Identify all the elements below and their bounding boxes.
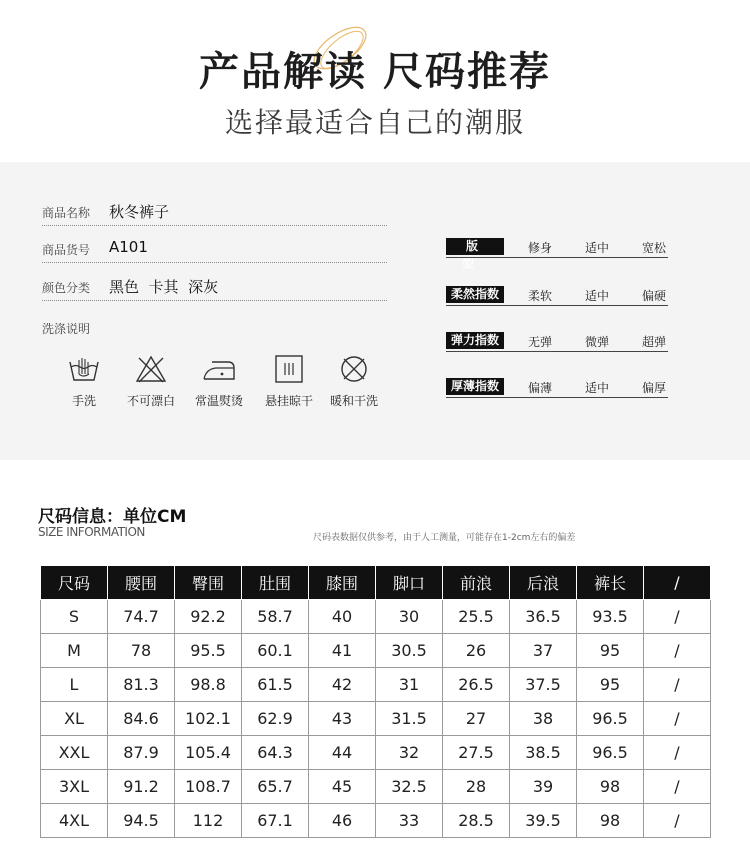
table-row	[41, 702, 711, 736]
table-cell: 41	[309, 634, 376, 668]
divider	[42, 300, 387, 301]
scale-option-selected: 适中	[585, 289, 610, 303]
table-row	[41, 600, 711, 634]
iron-icon	[200, 354, 238, 384]
table-cell: 39.5	[510, 804, 577, 838]
scale-softness	[446, 285, 668, 307]
table-cell: 96.5	[577, 702, 644, 736]
table-cell: 4XL	[41, 804, 108, 838]
table-cell: 28.5	[443, 804, 510, 838]
table-cell: 74.7	[108, 600, 175, 634]
scale-option: 偏硬	[642, 289, 667, 303]
gentle-dry-clean-icon	[337, 354, 371, 384]
divider	[446, 351, 668, 352]
table-cell: /	[644, 634, 711, 668]
table-cell: 43	[309, 702, 376, 736]
header-size: 尺码	[41, 566, 108, 600]
product-color-label: 颜色分类	[42, 281, 91, 295]
table-cell: 61.5	[242, 668, 309, 702]
care-item-dry-clean	[322, 354, 386, 409]
table-cell: 105.4	[175, 736, 242, 770]
care-label: 悬挂晾干	[264, 394, 313, 408]
wash-label: 洗涤说明	[42, 322, 91, 336]
care-item-no-bleach	[119, 354, 183, 409]
table-cell: 26	[443, 634, 510, 668]
table-cell: 42	[309, 668, 376, 702]
scale-thickness	[446, 377, 668, 399]
scale-option-selected: 适中	[585, 381, 610, 395]
table-cell: 91.2	[108, 770, 175, 804]
table-cell: 33	[376, 804, 443, 838]
care-label: 不可漂白	[126, 394, 175, 408]
table-cell: XXL	[41, 736, 108, 770]
table-cell: 25.5	[443, 600, 510, 634]
table-cell: /	[644, 804, 711, 838]
hang-dry-icon	[272, 354, 306, 384]
table-cell: 95.5	[175, 634, 242, 668]
hand-wash-icon	[67, 354, 101, 384]
table-cell: 44	[309, 736, 376, 770]
table-row	[41, 804, 711, 838]
table-cell: /	[644, 770, 711, 804]
product-sku-label: 商品货号	[42, 243, 91, 257]
scale-option: 宽松	[642, 241, 667, 255]
header-hip: 臀围	[175, 566, 242, 600]
table-cell: 38.5	[510, 736, 577, 770]
table-cell: 60.1	[242, 634, 309, 668]
table-cell: 31	[376, 668, 443, 702]
table-cell: 37.5	[510, 668, 577, 702]
header	[0, 0, 750, 162]
scale-option: 超弹	[642, 335, 667, 349]
table-cell: 58.7	[242, 600, 309, 634]
scale-elasticity	[446, 331, 668, 353]
header-back-rise: 后浪	[510, 566, 577, 600]
table-cell: 92.2	[175, 600, 242, 634]
header-blank: /	[644, 566, 711, 600]
care-item-hang-dry	[257, 354, 321, 409]
table-cell: 112	[175, 804, 242, 838]
table-cell: 96.5	[577, 736, 644, 770]
header-belly: 肚围	[242, 566, 309, 600]
header-hem: 脚口	[376, 566, 443, 600]
table-cell: 78	[108, 634, 175, 668]
table-cell: /	[644, 736, 711, 770]
table-cell: M	[41, 634, 108, 668]
table-cell: 32.5	[376, 770, 443, 804]
table-row	[41, 634, 711, 668]
care-label: 手洗	[71, 394, 96, 408]
table-cell: 45	[309, 770, 376, 804]
product-sku-value: A101	[109, 238, 148, 256]
table-cell: /	[644, 600, 711, 634]
table-cell: 95	[577, 668, 644, 702]
table-cell: 102.1	[175, 702, 242, 736]
table-row	[41, 736, 711, 770]
page-subtitle: 选择最适合自己的潮服	[224, 106, 525, 139]
scale-option: 修身	[528, 241, 553, 255]
product-name-label: 商品名称	[42, 206, 91, 220]
scale-fit	[446, 237, 668, 270]
table-cell: 32	[376, 736, 443, 770]
table-cell: 31.5	[376, 702, 443, 736]
product-info-panel	[0, 162, 750, 460]
table-cell: 62.9	[242, 702, 309, 736]
table-cell: 95	[577, 634, 644, 668]
table-cell: 64.3	[242, 736, 309, 770]
table-cell: 3XL	[41, 770, 108, 804]
care-item-hand-wash	[52, 354, 116, 409]
scale-option: 偏厚	[642, 381, 667, 395]
table-cell: XL	[41, 702, 108, 736]
table-cell: 26.5	[443, 668, 510, 702]
header-front-rise: 前浪	[443, 566, 510, 600]
scale-option-selected: 适中	[585, 241, 610, 255]
table-cell: 67.1	[242, 804, 309, 838]
table-cell: 94.5	[108, 804, 175, 838]
scale-option: 偏薄	[528, 381, 553, 395]
size-info-subtitle: SIZE INFORMATION	[38, 525, 145, 539]
scale-option-selected: 微弹	[585, 335, 610, 349]
table-cell: 27.5	[443, 736, 510, 770]
table-cell: 87.9	[108, 736, 175, 770]
product-color-value: 黑色 卡其 深灰	[109, 278, 219, 296]
table-cell: 108.7	[175, 770, 242, 804]
table-cell: 65.7	[242, 770, 309, 804]
table-cell: 38	[510, 702, 577, 736]
size-table-header	[41, 566, 711, 600]
divider	[42, 225, 387, 226]
care-label: 暖和干洗	[329, 394, 378, 408]
scale-label: 版 型	[446, 238, 504, 255]
scale-label: 柔然指数	[446, 286, 504, 303]
scale-label: 弹力指数	[446, 332, 504, 349]
table-cell: /	[644, 702, 711, 736]
table-cell: 39	[510, 770, 577, 804]
table-cell: /	[644, 668, 711, 702]
size-info-title: 尺码信息：单位CM	[38, 507, 187, 527]
care-label: 常温熨烫	[194, 394, 243, 408]
table-cell: 30.5	[376, 634, 443, 668]
size-table-body	[41, 600, 711, 838]
scale-option: 柔软	[528, 289, 553, 303]
table-cell: 46	[309, 804, 376, 838]
table-cell: S	[41, 600, 108, 634]
scale-option: 无弹	[528, 335, 553, 349]
divider	[446, 257, 668, 258]
table-cell: 98.8	[175, 668, 242, 702]
no-bleach-icon	[134, 354, 168, 384]
table-cell: 98	[577, 770, 644, 804]
table-cell: 27	[443, 702, 510, 736]
scale-label: 厚薄指数	[446, 378, 504, 395]
care-item-iron	[187, 354, 251, 409]
size-info-note: 尺码表数据仅供参考，由于人工测量，可能存在1-2cm左右的偏差	[313, 533, 576, 543]
table-cell: 84.6	[108, 702, 175, 736]
header-waist: 腰围	[108, 566, 175, 600]
table-cell: 81.3	[108, 668, 175, 702]
table-cell: 28	[443, 770, 510, 804]
table-row	[41, 668, 711, 702]
table-cell: L	[41, 668, 108, 702]
table-row	[41, 770, 711, 804]
header-length: 裤长	[577, 566, 644, 600]
table-cell: 30	[376, 600, 443, 634]
divider	[42, 262, 387, 263]
size-table	[40, 565, 711, 838]
table-cell: 37	[510, 634, 577, 668]
table-cell: 93.5	[577, 600, 644, 634]
header-knee: 膝围	[309, 566, 376, 600]
page-title: 产品解读 尺码推荐	[199, 49, 551, 95]
table-cell: 40	[309, 600, 376, 634]
product-name-value: 秋冬裤子	[109, 203, 170, 221]
divider	[446, 305, 668, 306]
table-cell: 98	[577, 804, 644, 838]
divider	[446, 397, 668, 398]
table-cell: 36.5	[510, 600, 577, 634]
